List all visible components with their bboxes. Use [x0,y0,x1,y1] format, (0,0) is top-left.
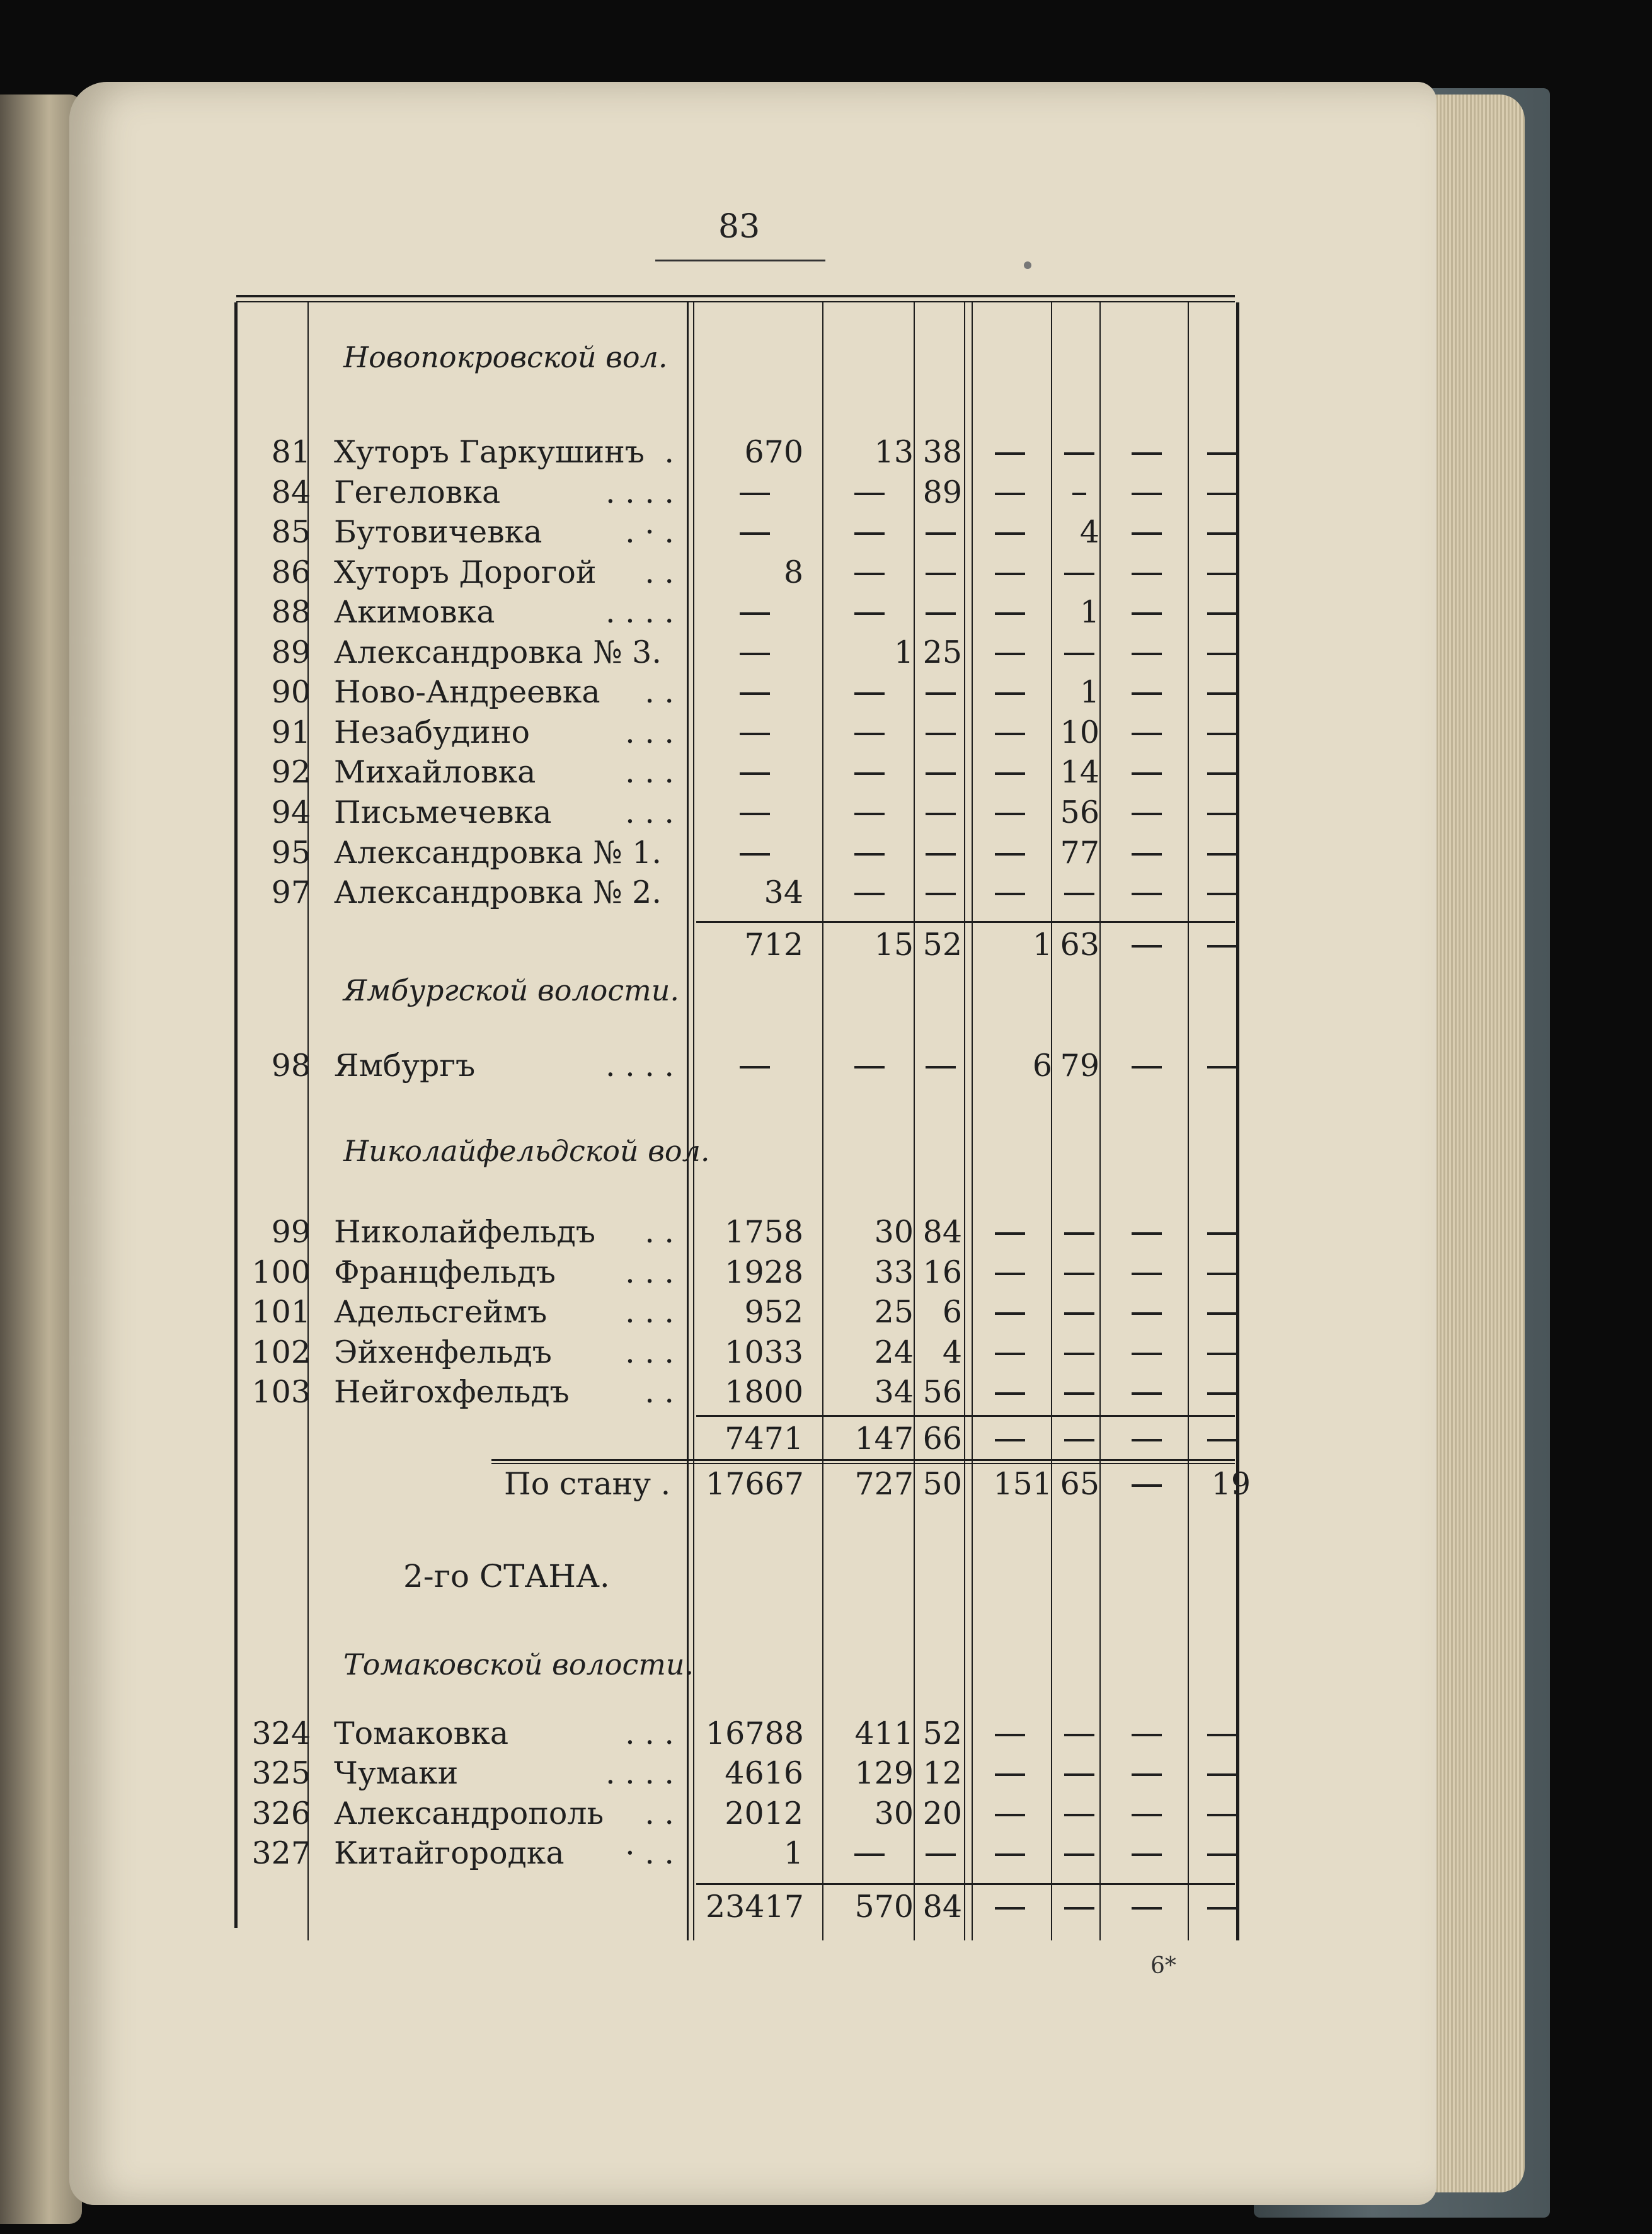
empty-value-dash [1064,1853,1094,1856]
empty-value-dash [1207,1066,1237,1068]
table-value: 10 [1060,714,1099,750]
empty-value-dash [1064,1907,1094,1910]
column-rule [234,302,238,1928]
table-value: 6 [1032,1048,1052,1084]
empty-value-dash [995,653,1025,655]
empty-value-dash [995,452,1025,455]
leader-dots: . . [645,1214,674,1250]
table-value: 1 [1079,594,1099,630]
page-edges [1430,95,1525,2192]
leader-dots: . · . [625,514,674,550]
empty-value-dash [1207,1273,1237,1275]
table-value: 952 [744,1294,803,1330]
table-value: 25 [922,634,962,670]
leader-dots: . . [645,1374,674,1410]
empty-value-dash [1064,1439,1094,1441]
empty-value-dash [1207,1773,1237,1776]
empty-value-dash [740,612,770,615]
row-number: 101 [251,1294,311,1330]
empty-value-dash [1132,532,1162,535]
empty-value-dash [1207,1353,1237,1355]
empty-value-dash [995,1273,1025,1275]
leader-dots: . . . [625,714,674,750]
leader-dots: . . . [625,794,674,830]
grand-total-label: По стану . [504,1466,671,1502]
village-name: Михайловка [334,754,536,790]
village-name: Эйхенфельдъ [334,1334,552,1370]
empty-value-dash [740,653,770,655]
leader-dots: . . . [625,1716,674,1751]
row-number: 325 [251,1755,311,1791]
empty-value-dash [1064,1814,1094,1816]
row-number: 88 [271,594,311,630]
empty-value-dash [1207,692,1237,695]
empty-value-dash [1132,1814,1162,1816]
volost-heading: Николайфельдской вол. [343,1134,710,1168]
empty-value-dash [1207,1232,1237,1235]
table-value: 4 [942,1334,962,1370]
table-top-rule-2 [236,301,1235,302]
table-value: 52 [922,1716,962,1751]
table-value: 1 [893,634,914,670]
empty-value-dash [854,733,885,735]
empty-value-dash [1132,1773,1162,1776]
empty-value-dash [1064,653,1094,655]
village-name: Ямбургъ [334,1048,476,1084]
village-name: Чумаки [334,1755,459,1791]
village-name: Александрополь [334,1796,604,1831]
column-rule [1188,302,1189,1940]
empty-value-dash [1132,1273,1162,1275]
village-name: Александровка № 3. [334,634,662,670]
table-value: 1 [783,1835,803,1871]
page-number: 83 [718,208,760,246]
empty-value-dash [740,1066,770,1068]
empty-value-dash [1207,893,1237,895]
row-number: 86 [271,554,311,590]
row-number: 81 [271,434,311,470]
table-value: 12 [922,1755,962,1791]
table-value: 727 [854,1466,914,1502]
village-name: Незабудино [334,714,530,750]
empty-value-dash [1132,853,1162,856]
column-rule [964,302,965,1940]
empty-value-dash [1207,733,1237,735]
leader-dots: . . [645,1796,674,1831]
empty-value-dash [854,532,885,535]
table-value: 63 [1060,927,1099,963]
table-value: 1800 [725,1374,803,1410]
empty-value-dash [926,692,956,695]
village-name: Адельсгеймъ [334,1294,548,1330]
table-value: 16788 [706,1716,804,1751]
village-name: Хуторъ Дорогой [334,554,597,590]
empty-value-dash [1132,1439,1162,1441]
empty-value-dash [995,1814,1025,1816]
empty-value-dash [1064,1773,1094,1776]
empty-value-dash [854,612,885,615]
empty-value-dash [995,733,1025,735]
column-rule [1099,302,1101,1940]
column-rule [693,302,694,1940]
empty-value-dash [995,1392,1025,1395]
empty-value-dash [854,692,885,695]
table-value: 56 [922,1374,962,1410]
row-number: 99 [271,1214,311,1250]
empty-value-dash [1207,1734,1237,1736]
row-number: 92 [271,754,311,790]
row-number: 95 [271,835,311,871]
village-name: Письмечевка [334,794,552,830]
leader-dots: . . [645,674,674,710]
empty-value-dash [995,893,1025,895]
empty-value-dash [740,493,770,495]
table-value: 23417 [706,1889,804,1925]
village-name: Александровка № 1. [334,835,662,871]
page-number-rule [655,260,825,261]
leader-dots: . [664,434,674,470]
table-value: 570 [854,1889,914,1925]
table-value: 84 [922,1214,962,1250]
village-name: Бутовичевка [334,514,542,550]
empty-value-dash [1207,853,1237,856]
empty-value-dash [995,772,1025,775]
empty-value-dash [740,853,770,856]
empty-value-dash [926,1066,956,1068]
table-value: 129 [854,1755,914,1791]
table-value: 34 [764,874,803,910]
table-value: 79 [1060,1048,1099,1084]
empty-value-dash [854,893,885,895]
table-value: 50 [922,1466,962,1502]
row-number: 324 [251,1716,311,1751]
empty-value-dash [854,813,885,815]
empty-value-dash [1132,653,1162,655]
empty-value-dash [1132,813,1162,815]
table-value: 411 [854,1716,914,1751]
table-value: 670 [744,434,803,470]
empty-value-dash [1207,945,1237,948]
empty-value-dash [1132,692,1162,695]
empty-value-dash [1132,1312,1162,1315]
column-rule [1051,302,1052,1940]
village-name: Гегеловка [334,474,501,510]
empty-value-dash [1207,612,1237,615]
empty-value-dash [926,853,956,856]
table-value: 1 [1032,927,1052,963]
village-name: Китайгородка [334,1835,565,1871]
empty-value-dash [995,493,1025,495]
empty-value-dash [926,612,956,615]
empty-value-dash [1064,1232,1094,1235]
table-value: 65 [1060,1466,1099,1502]
empty-value-dash [1132,1066,1162,1068]
table-value: 56 [1060,794,1099,830]
empty-value-dash [995,1734,1025,1736]
table-value: 14 [1060,754,1099,790]
empty-value-dash [1132,733,1162,735]
row-number: 102 [251,1334,311,1370]
empty-value-dash [995,1853,1025,1856]
table-value: 25 [874,1294,914,1330]
volost-heading: Новопокровской вол. [343,340,668,374]
empty-value-dash [1132,1853,1162,1856]
empty-value-dash [1207,493,1237,495]
empty-value-dash [1132,573,1162,575]
leader-dots: . . . . [605,1048,674,1084]
table-value: 1 [1079,674,1099,710]
row-number: 103 [251,1374,311,1410]
empty-value-dash [1207,1392,1237,1395]
empty-value-dash [1207,573,1237,575]
leader-dots: . . . . [605,594,674,630]
empty-value-dash [854,573,885,575]
empty-value-dash [1064,1353,1094,1355]
empty-value-dash [854,853,885,856]
subtotal-rule [696,1415,1235,1417]
empty-value-dash [1064,1734,1094,1736]
row-number: 84 [271,474,311,510]
village-name: Томаковка [334,1716,509,1751]
table-value: 15 [874,927,914,963]
leader-dots: . . . [625,1294,674,1330]
table-value: 84 [922,1889,962,1925]
empty-value-dash [926,772,956,775]
column-rule [972,302,973,1940]
empty-value-dash [1207,813,1237,815]
table-value: 151 [993,1466,1052,1502]
leader-dots: · . . [625,1835,674,1871]
row-number: 326 [251,1796,311,1831]
empty-value-dash [854,1853,885,1856]
volost-heading: Ямбургской волости. [343,973,679,1007]
village-name: Ново-Андреевка [334,674,600,710]
table-value: 17667 [706,1466,804,1502]
column-rule [1236,302,1239,1940]
table-value: 33 [874,1254,914,1290]
empty-value-dash [1064,893,1094,895]
empty-value-dash [1132,893,1162,895]
table-value: 52 [922,927,962,963]
row-number: 90 [271,674,311,710]
table-value: 66 [922,1421,962,1457]
table-value: 77 [1060,835,1099,871]
empty-value-dash [926,733,956,735]
table-value: 6 [942,1294,962,1330]
empty-value-dash [926,893,956,895]
empty-value-dash [995,1907,1025,1910]
empty-value-dash [1207,772,1237,775]
empty-value-dash [1207,1312,1237,1315]
signature-mark: 6* [1150,1953,1176,1979]
table-value: 7471 [725,1421,803,1457]
paper-speck [1024,261,1031,269]
empty-value-dash [854,772,885,775]
empty-value-dash [995,1439,1025,1441]
empty-value-dash [740,772,770,775]
empty-value-dash [1207,532,1237,535]
table-value: 89 [922,474,962,510]
leader-dots: . . . [625,754,674,790]
empty-value-dash [1064,1312,1094,1315]
table-value: 1928 [725,1254,803,1290]
row-number: 91 [271,714,311,750]
table-value: 30 [874,1214,914,1250]
empty-value-dash [1132,1484,1162,1487]
empty-value-dash [1207,452,1237,455]
table-value: 38 [922,434,962,470]
column-rule [687,302,689,1940]
column-rule [822,302,823,1940]
empty-value-dash [1132,772,1162,775]
empty-value-dash [926,1853,956,1856]
empty-value-dash [1207,1439,1237,1441]
leader-dots: . . . . [605,474,674,510]
empty-value-dash [1132,1232,1162,1235]
table-value: 20 [922,1796,962,1831]
empty-value-dash [1064,573,1094,575]
empty-value-dash [995,612,1025,615]
empty-value-dash [995,532,1025,535]
table-top-rule [236,295,1235,297]
village-name: Акимовка [334,594,495,630]
empty-value-dash [740,733,770,735]
empty-value-dash [926,532,956,535]
empty-value-dash [1207,1907,1237,1910]
empty-value-dash [1064,1273,1094,1275]
volost-heading: Томаковской волости. [343,1647,694,1681]
row-number: 97 [271,874,311,910]
row-number: 85 [271,514,311,550]
empty-value-dash [1064,452,1094,455]
empty-value-dash [1132,1734,1162,1736]
village-name: Францфельдъ [334,1254,556,1290]
table-value: 4616 [725,1755,803,1791]
leader-dots: . . [645,554,674,590]
stan-heading: 2-го СТАНА. [403,1558,610,1595]
table-value: 24 [874,1334,914,1370]
table-value: 2012 [725,1796,803,1831]
table-value: 4 [1079,514,1099,550]
village-name: Хуторъ Гаркушинъ [334,434,645,470]
empty-value-dash [926,573,956,575]
village-name: Нейгохфельдъ [334,1374,570,1410]
table-value: 19 [1211,1466,1251,1502]
village-name: Николайфельдъ [334,1214,596,1250]
empty-value-dash [995,1232,1025,1235]
table-value: 13 [874,434,914,470]
empty-value-dash [995,1312,1025,1315]
empty-value-dash [1132,1353,1162,1355]
empty-value-dash [854,1066,885,1068]
leader-dots: . . . . [605,1755,674,1791]
row-number: 100 [251,1254,311,1290]
empty-value-dash [1132,493,1162,495]
leader-dots: . . . [625,1334,674,1370]
subtotal-rule [696,1883,1235,1885]
leader-dots: . . . [625,1254,674,1290]
empty-value-dash [995,853,1025,856]
table-value: 34 [874,1374,914,1410]
village-name: Александровка № 2. [334,874,662,910]
row-number: 94 [271,794,311,830]
empty-value-dash [995,1773,1025,1776]
grand-total-rule [491,1459,1235,1461]
empty-value-dash [995,1353,1025,1355]
empty-value-dash [1072,493,1086,495]
subtotal-rule [696,921,1235,923]
empty-value-dash [740,532,770,535]
empty-value-dash [1207,1853,1237,1856]
empty-value-dash [740,692,770,695]
empty-value-dash [1207,653,1237,655]
table-value: 147 [854,1421,914,1457]
table-value: 712 [744,927,803,963]
empty-value-dash [1132,1907,1162,1910]
empty-value-dash [1132,1392,1162,1395]
empty-value-dash [1132,612,1162,615]
row-number: 98 [271,1048,311,1084]
empty-value-dash [854,493,885,495]
empty-value-dash [926,813,956,815]
empty-value-dash [995,813,1025,815]
empty-value-dash [995,692,1025,695]
row-number: 327 [251,1835,311,1871]
empty-value-dash [740,813,770,815]
empty-value-dash [1064,1392,1094,1395]
column-rule [914,302,915,1940]
empty-value-dash [1132,452,1162,455]
table-value: 1758 [725,1214,803,1250]
table-value: 8 [783,554,803,590]
empty-value-dash [995,573,1025,575]
table-value: 16 [922,1254,962,1290]
empty-value-dash [1132,945,1162,948]
empty-value-dash [1207,1814,1237,1816]
row-number: 89 [271,634,311,670]
table-value: 1033 [725,1334,803,1370]
table-value: 30 [874,1796,914,1831]
